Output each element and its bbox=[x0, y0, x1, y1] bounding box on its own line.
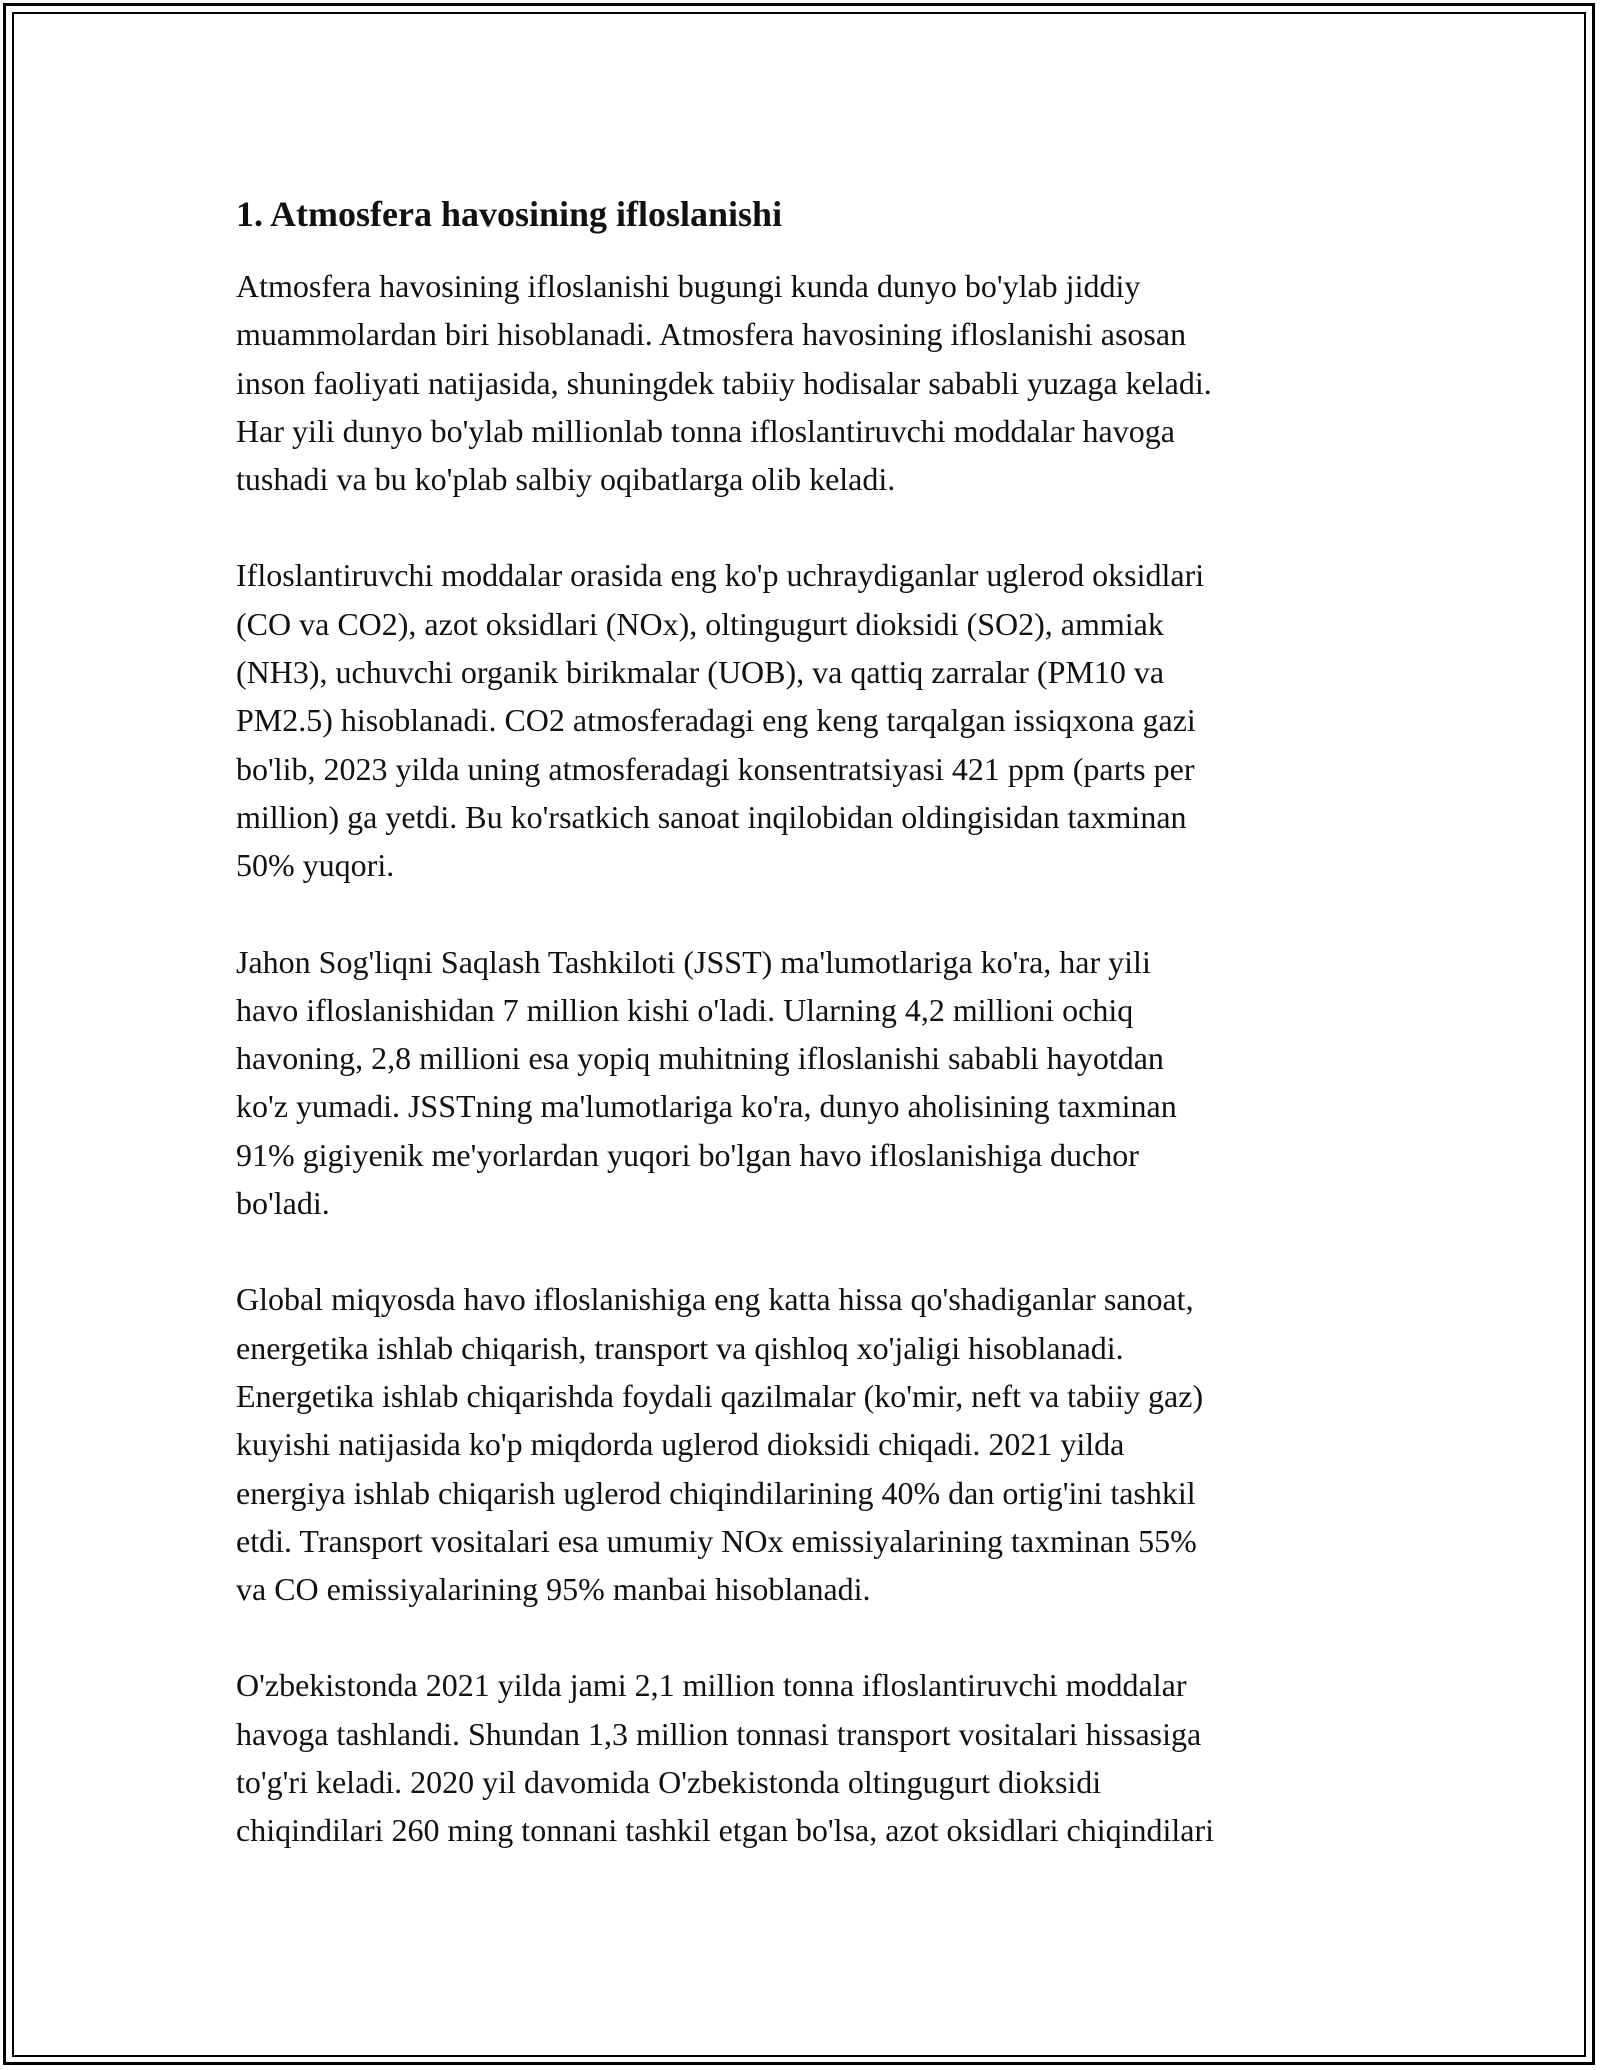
text-line: Har yili dunyo bo'ylab millionlab tonna ifloslantiruvchi moddalar havoga bbox=[236, 412, 1175, 449]
text-line: energiya ishlab chiqarish uglerod chiqindilarining 40% dan ortig'ini tashkil bbox=[236, 1474, 1196, 1511]
text-line: Energetika ishlab chiqarishda foydali qazilmalar (ko'mir, neft va tabiiy gaz) bbox=[236, 1377, 1204, 1414]
text-line: million) ga yetdi. Bu ko'rsatkich sanoat inqilobidan oldingisidan taxminan bbox=[236, 798, 1187, 835]
text-line: (CO va CO2), azot oksidlari (NOx), oltingugurt dioksidi (SO2), ammiak bbox=[236, 605, 1164, 642]
section-title: 1. Atmosfera havosining ifloslanishi bbox=[236, 194, 783, 234]
text-line: energetika ishlab chiqarish, transport va qishloq xo'jaligi hisoblanadi. bbox=[236, 1329, 1124, 1366]
text-line: Ifloslantiruvchi moddalar orasida eng ko'p uchraydiganlar uglerod oksidlari bbox=[236, 557, 1205, 594]
text-line: ko'z yumadi. JSSTning ma'lumotlariga ko'ra, dunyo aholisining taxminan bbox=[236, 1088, 1177, 1125]
text-line: muammolardan biri hisoblanadi. Atmosfera havosining ifloslanishi asosan bbox=[236, 316, 1187, 353]
text-line: etdi. Transport vositalari esa umumiy NOx emissiyalarining taxminan 55% bbox=[236, 1522, 1197, 1559]
paragraph-global-sources bbox=[236, 1275, 1366, 1613]
paragraph-intro bbox=[236, 262, 1366, 503]
text-line: havoga tashlandi. Shundan 1,3 million tonnasi transport vositalari hissasiga bbox=[236, 1715, 1202, 1752]
text-line: O'zbekistonda 2021 yilda jami 2,1 million tonna ifloslantiruvchi moddalar bbox=[236, 1667, 1187, 1704]
text-line: bo'ladi. bbox=[236, 1185, 330, 1222]
text-line: 91% gigiyenik me'yorlardan yuqori bo'lgan havo ifloslanishiga duchor bbox=[236, 1136, 1139, 1173]
paragraph-who-data bbox=[236, 938, 1366, 1228]
text-line: Jahon Sog'liqni Saqlash Tashkiloti (JSST) ma'lumotlariga ko'ra, har yili bbox=[236, 943, 1151, 980]
text-line: tushadi va bu ko'plab salbiy oqibatlarga olib keladi. bbox=[236, 461, 896, 498]
text-line: inson faoliyati natijasida, shuningdek tabiiy hodisalar sababli yuzaga keladi. bbox=[236, 364, 1212, 401]
text-line: Atmosfera havosining ifloslanishi bugungi kunda dunyo bo'ylab jiddiy bbox=[236, 268, 1141, 304]
text-line: bo'lib, 2023 yilda uning atmosferadagi konsentratsiyasi 421 ppm (parts per bbox=[236, 750, 1195, 787]
text-line: to'g'ri keladi. 2020 yil davomida O'zbekistonda oltingugurt dioksidi bbox=[236, 1764, 1102, 1801]
paragraph-pollutants bbox=[236, 551, 1366, 889]
text-line: kuyishi natijasida ko'p miqdorda uglerod dioksidi chiqadi. 2021 yilda bbox=[236, 1426, 1125, 1463]
text-line: havoning, 2,8 millioni esa yopiq muhitning ifloslanishi sababli hayotdan bbox=[236, 1040, 1164, 1077]
text-line: PM2.5) hisoblanadi. CO2 atmosferadagi eng keng tarqalgan issiqxona gazi bbox=[236, 702, 1196, 739]
text-line: havo ifloslanishidan 7 million kishi o'ladi. Ularning 4,2 millioni ochiq bbox=[236, 991, 1134, 1028]
text-line: chiqindilari 260 ming tonnani tashkil etgan bo'lsa, azot oksidlari chiqindilari bbox=[236, 1812, 1215, 1849]
text-line: va CO emissiyalarining 95% manbai hisoblanadi. bbox=[236, 1571, 871, 1608]
text-line: 50% yuqori. bbox=[236, 847, 395, 884]
document-body bbox=[236, 188, 1366, 1903]
text-line: (NH3), uchuvchi organik birikmalar (UOB), va qattiq zarralar (PM10 va bbox=[236, 654, 1165, 691]
paragraph-uzbekistan bbox=[236, 1661, 1366, 1854]
text-line: Global miqyosda havo ifloslanishiga eng katta hissa qo'shadiganlar sanoat, bbox=[236, 1281, 1194, 1318]
